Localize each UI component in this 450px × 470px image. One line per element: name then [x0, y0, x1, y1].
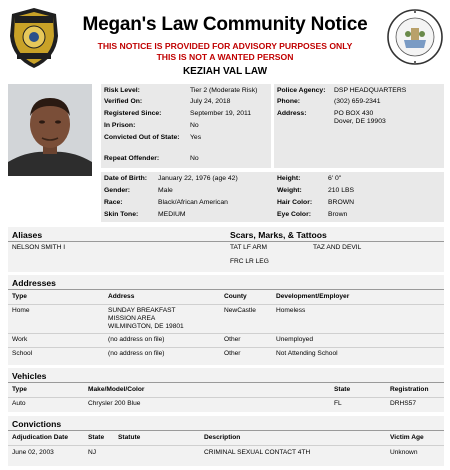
vehicles-title: Vehicles — [12, 371, 47, 381]
address-type: School — [12, 350, 33, 357]
in-prison-label: In Prison: — [104, 122, 136, 129]
vehicle-state: FL — [334, 400, 342, 407]
col-header-state: State — [88, 434, 105, 441]
hair-color-label: Hair Color: — [277, 199, 313, 206]
phone-value: (302) 659-2341 — [334, 98, 381, 105]
agency-address-line2: Dover, DE 19903 — [334, 118, 386, 125]
verified-on-value: July 24, 2018 — [190, 98, 231, 105]
height-value: 6' 0" — [328, 175, 342, 182]
risk-level-value: Tier 2 (Moderate Risk) — [190, 87, 258, 94]
advisory-notice: THIS NOTICE IS PROVIDED FOR ADVISORY PURPOSES ONLY — [97, 41, 353, 51]
convictions-section — [8, 416, 444, 466]
police-agency-label: Police Agency: — [277, 87, 326, 94]
repeat-offender-label: Repeat Offender: — [104, 155, 160, 162]
race-value: Black/African American — [158, 199, 228, 206]
dob-label: Date of Birth: — [104, 175, 148, 182]
col-header-type: Type — [12, 293, 27, 300]
address-type: Home — [12, 307, 30, 314]
convictions-title: Convictions — [12, 419, 62, 429]
col-header-employer: Development/Employer — [276, 293, 350, 300]
risk-level-label: Risk Level: — [104, 87, 140, 94]
col-header-registration: Registration — [390, 386, 429, 393]
skin-tone-label: Skin Tone: — [104, 211, 139, 218]
in-prison-value: No — [190, 122, 199, 129]
skin-tone-value: MEDIUM — [158, 211, 186, 218]
police-agency-value: DSP HEADQUARTERS — [334, 87, 407, 94]
repeat-offender-value: No — [190, 155, 199, 162]
address-line: MISSION AREA — [108, 315, 156, 322]
vehicle-make: Chrysler 200 Blue — [88, 400, 141, 407]
eye-color-value: Brown — [328, 211, 348, 218]
address-employer: Not Attending School — [276, 350, 338, 357]
offender-photo — [8, 84, 92, 176]
address-line: SUNDAY BREAKFAST — [108, 307, 176, 314]
agency-address-line1: PO BOX 430 — [334, 110, 374, 117]
address-employer: Homeless — [276, 307, 306, 314]
registered-since-label: Registered Since: — [104, 110, 162, 117]
police-agency-panel — [274, 84, 444, 168]
offender-name: KEZIAH VAL LAW — [182, 66, 268, 77]
col-header-address: Address — [108, 293, 135, 300]
scar-item: TAT LF ARM — [230, 244, 268, 251]
conviction-description: CRIMINAL SEXUAL CONTACT 4TH — [204, 449, 311, 456]
col-header-type: Type — [12, 386, 27, 393]
scars-title: Scars, Marks, & Tattoos — [230, 230, 327, 240]
scar-item: TAZ AND DEVIL — [313, 244, 362, 251]
conviction-state: NJ — [88, 449, 97, 456]
dob-value: January 22, 1976 (age 42) — [158, 175, 238, 182]
address-type: Work — [12, 336, 28, 343]
not-wanted-notice: THIS IS NOT A WANTED PERSON — [156, 52, 294, 62]
addresses-title: Addresses — [12, 278, 56, 288]
weight-value: 210 LBS — [328, 187, 355, 194]
col-header-county: County — [224, 293, 247, 300]
state-police-badge-icon — [6, 6, 62, 70]
vehicles-section — [8, 368, 444, 412]
address-line: (no address on file) — [108, 350, 165, 357]
registered-since-value: September 19, 2011 — [190, 110, 252, 117]
col-header-description: Description — [204, 434, 241, 441]
col-header-adjudication-date: Adjudication Date — [12, 434, 69, 441]
race-label: Race: — [104, 199, 123, 206]
address-employer: Unemployed — [276, 336, 314, 343]
col-header-make: Make/Model/Color — [88, 386, 145, 393]
address-county: Other — [224, 350, 241, 357]
gender-label: Gender: — [104, 187, 131, 194]
registration-status-panel — [101, 84, 271, 168]
vehicle-type: Auto — [12, 400, 26, 407]
gender-value: Male — [158, 187, 173, 194]
col-header-victim-age: Victim Age — [390, 434, 424, 441]
verified-on-label: Verified On: — [104, 98, 143, 105]
address-line: WILMINGTON, DE 19801 — [108, 323, 184, 330]
col-header-statute: Statute — [118, 434, 141, 441]
page-title: Megan's Law Community Notice — [82, 14, 368, 35]
col-header-state: State — [334, 386, 351, 393]
convicted-out-of-state-value: Yes — [190, 134, 202, 141]
aliases-title: Aliases — [12, 230, 43, 240]
height-label: Height: — [277, 175, 301, 182]
state-seal-icon — [386, 8, 444, 66]
eye-color-label: Eye Color: — [277, 211, 311, 218]
conviction-date: June 02, 2003 — [12, 449, 54, 456]
agency-address-label: Address: — [277, 110, 307, 117]
conviction-victim-age: Unknown — [390, 449, 418, 456]
phone-label: Phone: — [277, 98, 301, 105]
aliases-scars-section — [8, 227, 444, 272]
weight-label: Weight: — [277, 187, 302, 194]
scar-item: FRC LR LEG — [230, 258, 269, 265]
alias-item: NELSON SMITH I — [12, 244, 66, 251]
address-county: Other — [224, 336, 241, 343]
addresses-section — [8, 275, 444, 365]
hair-color-value: BROWN — [328, 199, 355, 206]
address-county: NewCastle — [224, 307, 256, 314]
physical-description-panel — [101, 172, 444, 222]
convicted-out-of-state-label: Convicted Out of State: — [104, 134, 180, 141]
vehicle-registration: DRHS57 — [390, 400, 417, 407]
address-line: (no address on file) — [108, 336, 165, 343]
